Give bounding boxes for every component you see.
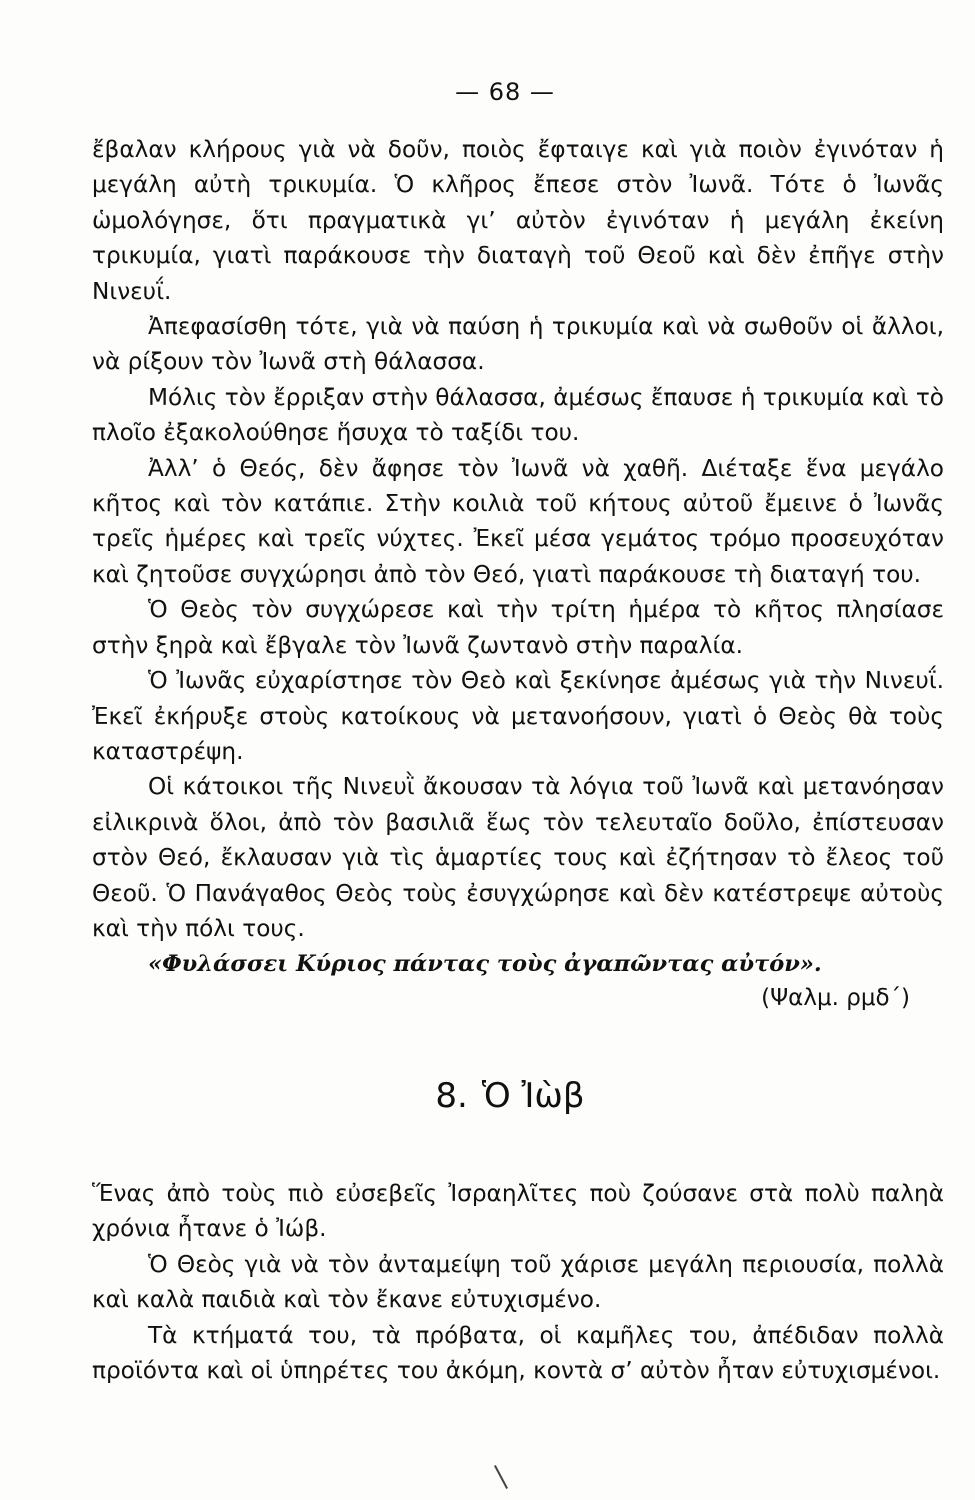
paragraph: Ὁ Ἰωνᾶς εὐχαρίστησε τὸν Θεὸ καὶ ξεκίνησε ἀμέσως γιὰ τὴν Νινευΐ. Ἐκεῖ ἐκήρυξε στοὺς κατοίκους νὰ μετανοήσουν, γιατὶ ὁ Θεὸς θὰ τοὺς καταστρέψη. [92,667,944,765]
stray-pen-mark [494,1465,508,1489]
paragraph: Μόλις τὸν ἔρριξαν στὴν θάλασσα, ἀμέσως ἔπαυσε ἡ τρικυμία καὶ τὸ πλοῖο ἐξακολούθησε ἥσυχα τὸ ταξίδι του. [92,383,944,447]
paragraph: Ἀπεφασίσθη τότε, γιὰ νὰ παύση ἡ τρικυμία καὶ νὰ σωθοῦν οἱ ἄλλοι, νὰ ρίξουν τὸν Ἰωνᾶ στὴ θάλασσα. [92,313,944,376]
chapter-heading [0,1076,975,1116]
chapter-number: 8. [435,1076,468,1116]
psalm-citation: (Ψαλμ. ρμδ΄) [761,985,910,1011]
paragraph: Ἀλλ’ ὁ Θεός, δὲν ἄφησε τὸν Ἰωνᾶ νὰ χαθῆ. Διέταξε ἕνα μεγάλο κῆτος καὶ τὸν κατάπιε. Στὴν κοιλιὰ τοῦ κήτους αὐτοῦ ἔμεινε ὁ Ἰωνᾶς τρεῖς ἡμέρες καὶ τρεῖς νύχτες. Ἐκεῖ μέσα γεμάτος τρόμο προσευχόταν καὶ ζητοῦσε συγχώρησι ἀπὸ τὸν Θεό, γιατὶ παράκουσε τὴ διαταγή του. [92,454,944,588]
paragraph: Ὁ Θεὸς γιὰ νὰ τὸν ἀνταμείψη τοῦ χάρισε μεγάλη περιουσία, πολλὰ καὶ καλὰ παιδιὰ καὶ τὸν ἔκανε εὐτυχισμένο. [92,1250,944,1314]
psalm-quote: «Φυλάσσει Κύριος πάντας τοὺς ἀγαπῶντας αὐτόν». [148,951,822,977]
paragraph: Τὰ κτήματά του, τὰ πρόβατα, οἱ καμῆλες του, ἀπέδιδαν πολλὰ προϊόντα καὶ οἱ ὑπηρέτες του ἀκόμη, κοντὰ σ’ αὐτὸν ἦταν εὐτυχισμένοι. [92,1321,944,1385]
paragraph: Οἱ κάτοικοι τῆς Νινευῒ ἄκουσαν τὰ λόγια τοῦ Ἰωνᾶ καὶ μετανόησαν εἰλικρινὰ ὅλοι, ἀπὸ τὸν βασιλιᾶ ἕως τὸν τελευταῖο δοῦλο, ἐπίστευσαν στὸν Θεό, ἔκλαυσαν γιὰ τὶς ἁμαρτίες τους καὶ ἐζήτησαν τὸ ἔλεος τοῦ Θεοῦ. Ὁ Πανάγαθος Θεὸς τοὺς ἐσυγχώρησε καὶ δὲν κατέστρεψε αὐτοὺς καὶ τὴν πόλι τους. [92,773,944,942]
paragraph: ἔβαλαν κλήρους γιὰ νὰ δοῦν, ποιὸς ἔφταιγε καὶ γιὰ ποιὸν ἐγινόταν ἡ μεγάλη αὐτὴ τρικυμία. Ὁ κλῆρος ἔπεσε στὸν Ἰωνᾶ. Τότε ὁ Ἰωνᾶς ὡμολόγησε, ὅτι πραγματικὰ γι’ αὐτὸν ἐγινόταν ἡ μεγάλη ἐκείνη τρικυμία, γιατὶ παράκουσε τὴν διαταγὴ τοῦ Θεοῦ καὶ δὲν ἐπῆγε στὴν Νινευΐ. [92,136,944,305]
paragraph: Ἕνας ἀπὸ τοὺς πιὸ εὐσεβεῖς Ἰσραηλῖτες ποὺ ζούσανε στὰ πολὺ παληὰ χρόνια ἦτανε ὁ Ἰώβ. [92,1180,944,1243]
page-number: — 68 — [455,78,555,106]
jonah-story-text [92,132,944,946]
chapter-title: Ὁ Ἰὼβ [481,1076,585,1116]
paragraph: Ὁ Θεὸς τὸν συγχώρεσε καὶ τὴν τρίτη ἡμέρα τὸ κῆτος πλησίασε στὴν ξηρὰ καὶ ἔβγαλε τὸν Ἰωνᾶ ζωντανὸ στὴν παραλία. [92,596,944,659]
job-story-text [92,1176,944,1388]
